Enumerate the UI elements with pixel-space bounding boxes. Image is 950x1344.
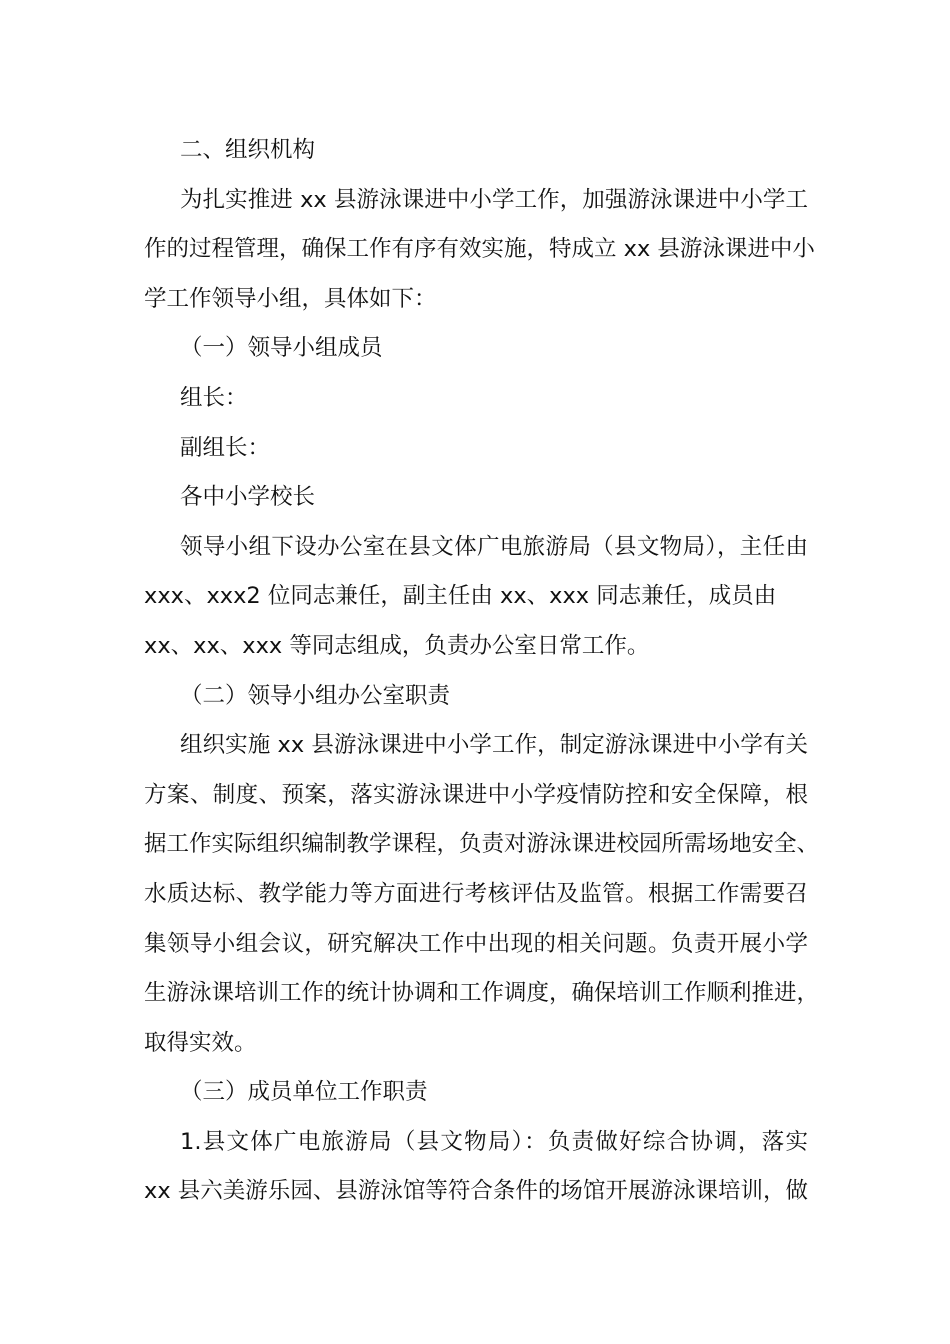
paragraph-line: 水质达标、教学能力等方面进行考核评估及监管。根据工作需要召 <box>144 880 808 907</box>
paragraph-line: 学工作领导小组，具体如下： <box>144 285 437 312</box>
paragraph-line: 组长： <box>180 384 248 411</box>
paragraph-line: 各中小学校长 <box>180 484 316 511</box>
section-heading: 二、组织机构 <box>180 137 316 163</box>
paragraph-line: xx 县六美游乐园、县游泳馆等符合条件的场馆开展游泳课培训，做 <box>144 1178 808 1205</box>
subsection-heading: （二）领导小组办公室职责 <box>180 682 451 709</box>
paragraph-line: 生游泳课培训工作的统计协调和工作调度，确保培训工作顺利推进， <box>144 980 820 1007</box>
paragraph-line: 据工作实际组织编制教学课程，负责对游泳课进校园所需场地安全、 <box>144 831 820 858</box>
subsection-heading: （一）领导小组成员 <box>180 335 383 362</box>
paragraph-line: 领导小组下设办公室在县文体广电旅游局（县文物局），主任由 <box>180 533 808 560</box>
paragraph-line: 副组长： <box>180 434 271 461</box>
paragraph-line: xx、xx、xxx 等同志组成，负责办公室日常工作。 <box>144 632 650 659</box>
paragraph-line: 组织实施 xx 县游泳课进中小学工作，制定游泳课进中小学有关 <box>180 732 808 759</box>
paragraph-line: 取得实效。 <box>144 1029 257 1056</box>
subsection-heading: （三）成员单位工作职责 <box>180 1079 428 1106</box>
paragraph-line: 集领导小组会议，研究解决工作中出现的相关问题。负责开展小学 <box>144 930 808 957</box>
paragraph-line: 作的过程管理，确保工作有序有效实施，特成立 xx 县游泳课进中小 <box>144 236 815 263</box>
paragraph-line: 方案、制度、预案，落实游泳课进中小学疫情防控和安全保障，根 <box>144 781 808 808</box>
paragraph-line: xxx、xxx2 位同志兼任，副主任由 xx、xxx 同志兼任，成员由 <box>144 583 777 610</box>
paragraph-line: 1.县文体广电旅游局（县文物局）：负责做好综合协调，落实 <box>180 1128 808 1155</box>
paragraph-line: 为扎实推进 xx 县游泳课进中小学工作，加强游泳课进中小学工 <box>180 186 808 213</box>
document-body <box>144 126 820 1217</box>
